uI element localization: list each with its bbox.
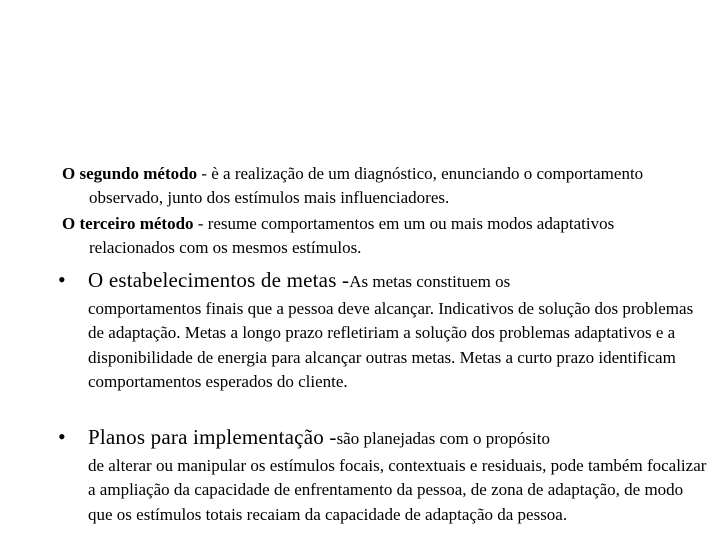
paragraph-label: O terceiro método: [62, 214, 194, 233]
bullet-implementation-plans: [58, 425, 708, 527]
bullet-goals: [58, 268, 708, 395]
bullet-heading: [58, 425, 708, 452]
paragraph-separator: -: [197, 164, 212, 183]
bullet-lead-text: As metas constituem os: [349, 272, 511, 291]
paragraph-text: resume comportamentos em um ou mais modos adaptativos relacionados com os mesmos estímulos.: [89, 214, 615, 257]
paragraph-label: O segundo método: [62, 164, 198, 183]
paragraph-third-method: [62, 212, 702, 260]
bullet-lead-text: são planejadas com o propósito: [336, 429, 550, 448]
bullet-heading: [58, 268, 708, 295]
bullet-title: O estabelecimentos de metas -: [88, 268, 350, 292]
bullet-body-text: comportamentos finais que a pessoa deve alcançar. Indicativos de solução dos problemas de adaptação. Metas a longo prazo refletiriam a solução dos problemas adaptativos e a disponibilidade de energia para alcançar outras metas. Metas a curto prazo identificam comportamentos esperados do cliente.: [88, 298, 694, 391]
paragraph-second-method: [62, 162, 702, 210]
bullet-marker: •: [58, 424, 66, 449]
bullet-title: Planos para implementação -: [88, 425, 337, 449]
paragraph-separator: -: [193, 214, 208, 233]
paragraph-text: è a realização de um diagnóstico, enunciando o comportamento observado, junto dos estímulos mais influenciadores.: [89, 164, 644, 207]
bullet-marker: •: [58, 267, 66, 292]
bullet-body-text: de alterar ou manipular os estímulos focais, contextuais e residuais, pode também focalizar a ampliação da capacidade de enfrentamento da pessoa, de zona de adaptação, de modo que os estímulos totais recaiam da capacidade de adaptação da pessoa.: [88, 455, 707, 524]
